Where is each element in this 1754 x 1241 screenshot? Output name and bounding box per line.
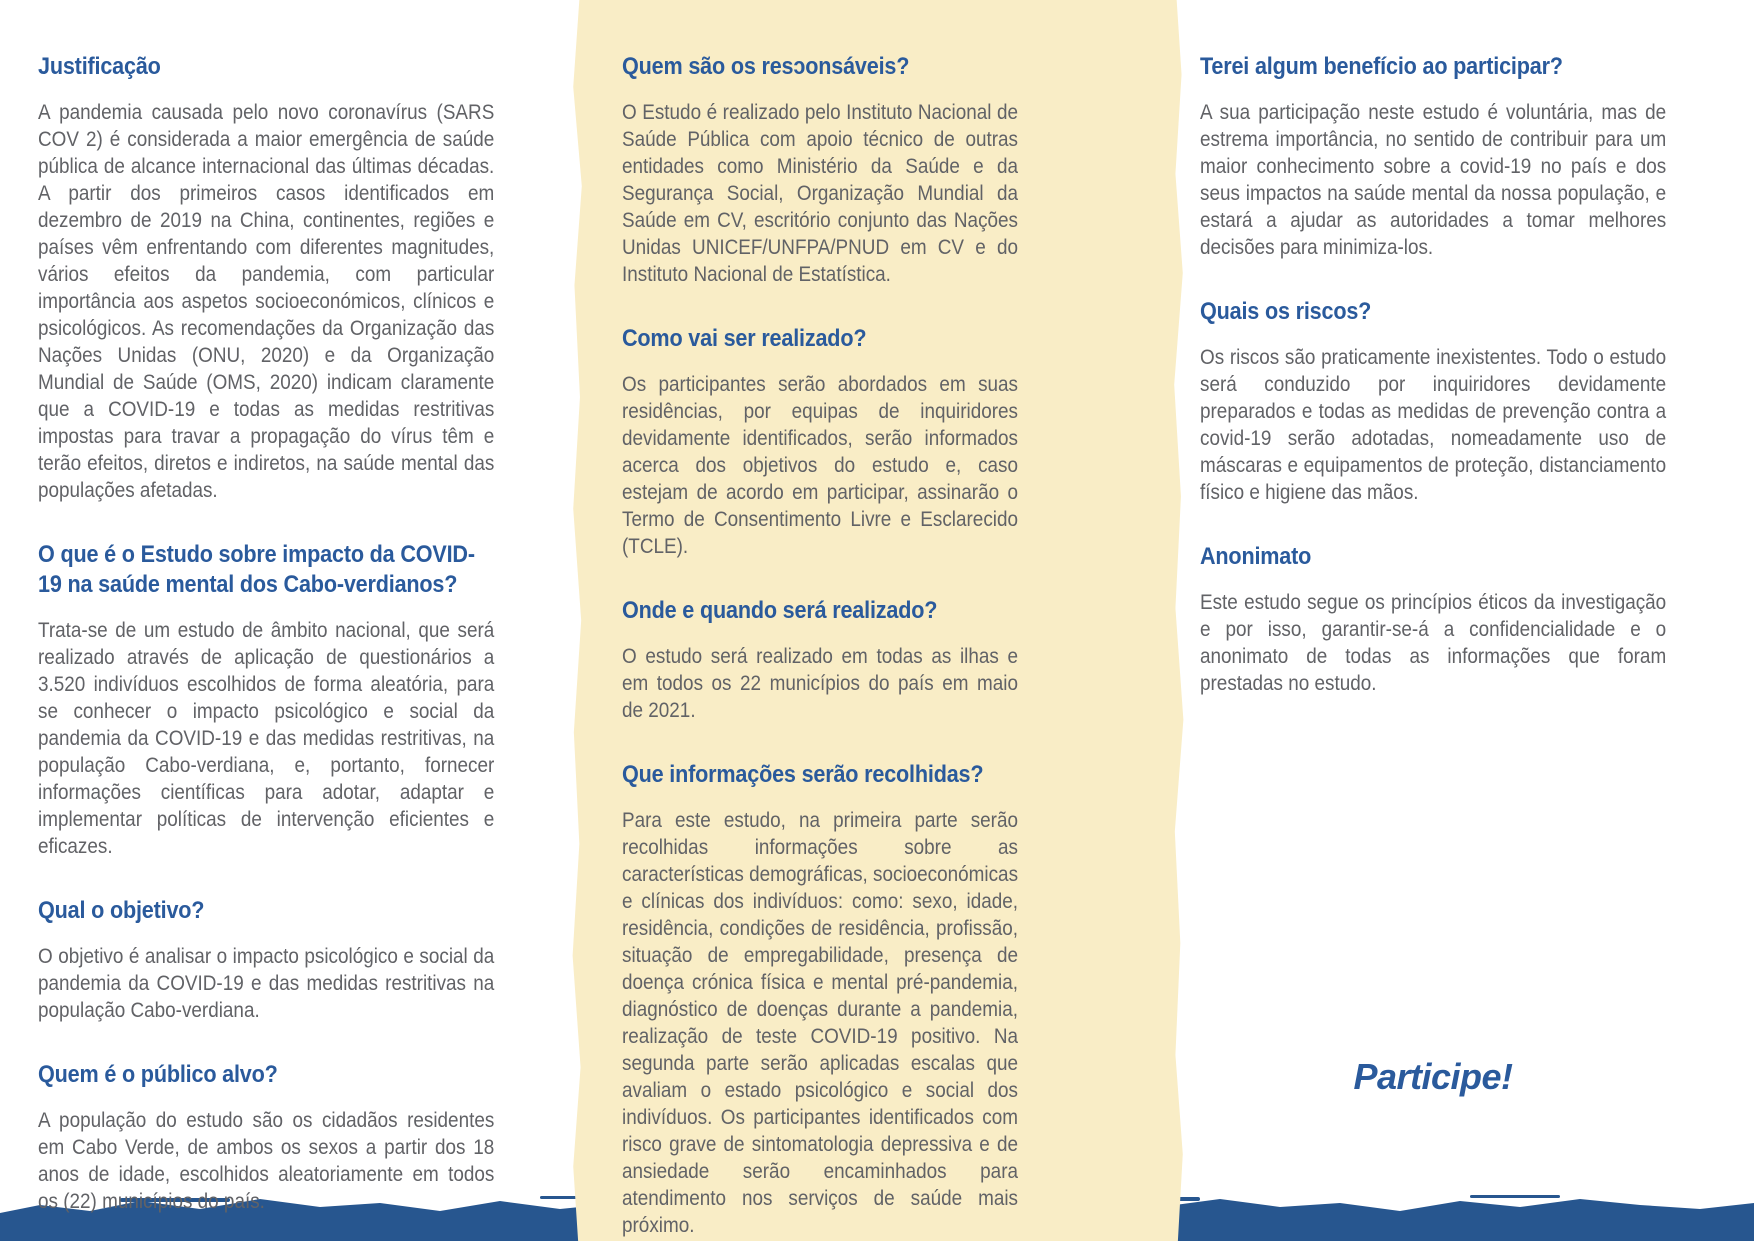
column-right xyxy=(1200,52,1666,697)
heading-que-informacoes-serao-recolhidas: Que informações serão recolhidas? xyxy=(622,761,984,788)
heading-justificacao: Justificação xyxy=(38,53,161,80)
column-center xyxy=(622,52,1018,1239)
heading-terei-algum-beneficio: Terei algum benefício ao participar? xyxy=(1200,53,1563,80)
heading-quem-e-o-publico-alvo: Quem é o público alvo? xyxy=(38,1061,278,1088)
participate-cta: Participe! xyxy=(1353,1056,1513,1097)
para-onde-e-quando-sera-realizado: O estudo será realizado em todas as ilhas e em todos os 22 municípios do país em maio de 2021. xyxy=(622,645,1018,722)
para-quem-e-o-publico-alvo: A população do estudo são os cidadãos residentes em Cabo Verde, de ambos os sexos a partir dos 18 anos de idade, escolhidos aleatoriamente em todos os (22) municípios do país. xyxy=(38,1109,495,1213)
para-que-informacoes-serao-recolhidas: Para este estudo, na primeira parte serão recolhidas informações sobre as características demográficas, socioeconómicas e clínicas dos indivíduos: como: sexo, idade, residência, condições de residência, profissão, situação de empregabilidade, presença de doença crónica física e mental pré-pandemia, diagnóstico de doenças durante a pandemia, realização de teste COVID-19 positivo. Na segunda parte serão aplicadas escalas que avaliam o estado psicológico e social dos indivíduos. Os participantes identificados com risco grave de sintomatologia depressiva e de ansiedade serão encaminhados para atendimento nos serviços de saúde mais próximo. xyxy=(622,809,1019,1237)
para-quais-os-riscos: Os riscos são praticamente inexistentes. Todo o estudo será conduzido por inquiridores devidamente preparados e todas as medidas de prevenção contra a covid-19 serão adotadas, nomeadamente uso de máscaras e equipamentos de proteção, distanciamento físico e higiene das mãos. xyxy=(1200,346,1667,504)
heading-onde-e-quando-sera-realizado: Onde e quando será realizado? xyxy=(622,597,938,624)
para-anonimato: Este estudo segue os princípios éticos da investigação e por isso, garantir-se-á a confidencialidade e o anonimato de todas as informações que foram prestadas no estudo. xyxy=(1200,591,1667,695)
heading-quem-sao-os-responsaveis: Quem são os resɔonsáveis? xyxy=(622,53,910,80)
para-qual-o-objetivo: O objetivo é analisar o impacto psicológico e social da pandemia da COVID-19 e das medidas restritivas na população Cabo-verdiana. xyxy=(38,945,495,1022)
heading-anonimato: Anonimato xyxy=(1200,543,1312,570)
column-left xyxy=(38,52,494,1215)
heading-quais-os-riscos: Quais os riscos? xyxy=(1200,298,1372,325)
para-como-vai-ser-realizado: Os participantes serão abordados em suas residências, por equipas de inquiridores devidamente identificados, serão informados acerca dos objetivos do estudo e, caso estejam de acordo em participar, assinarão o Termo de Consentimento Livre e Esclarecido (TCLE). xyxy=(622,373,1018,558)
para-quem-sao-os-responsaveis: O Estudo é realizado pelo Instituto Nacional de Saúde Pública com apoio técnico de outras entidades como Ministério da Saúde e da Segurança Social, Organização Mundial da Saúde em CV, escritório conjunto das Nações Unidas UNICEF/UNFPA/PNUD em CV e do Instituto Nacional de Estatística. xyxy=(622,101,1018,286)
heading-como-vai-ser-realizado: Como vai ser realizado? xyxy=(622,325,867,352)
para-justificacao: A pandemia causada pelo novo coronavírus (SARS COV 2) é considerada a maior emergência de saúde pública de alcance internacional das últimas décadas. A partir dos primeiros casos identificados em dezembro de 2019 na China, continentes, regiões e países vêm enfrentando com diferentes magnitudes, vários efeitos da pandemia, com particular importância aos aspetos socioeconómicos, clínicos e psicológicos. As recomendações da Organização das Nações Unidas (ONU, 2020) e da Organização Mundial de Saúde (OMS, 2020) indicam claramente que a COVID-19 e todas as medidas restritivas impostas para travar a propagação do vírus têm e terão efeitos, diretos e indiretos, na saúde mental das populações afetadas. xyxy=(38,101,495,502)
para-o-que-e-o-estudo: Trata-se de um estudo de âmbito nacional, que será realizado através de aplicação de questionários a 3.520 indivíduos escolhidos de forma aleatória, para se conhecer o impacto psicológico e social da pandemia da COVID-19 e das medidas restritivas, na população Cabo-verdiana, e, portanto, fornecer informações científicas para adotar, adaptar e implementar políticas de intervenção eficientes e eficazes. xyxy=(38,619,495,858)
heading-qual-o-objetivo: Qual o objetivo? xyxy=(38,897,205,924)
heading-o-que-e-o-estudo: O que é o Estudo sobre impacto da COVID-19 na saúde mental dos Cabo-verdianos? xyxy=(38,541,475,598)
para-terei-algum-beneficio: A sua participação neste estudo é voluntária, mas de estrema importância, no sentido de contribuir para um maior conhecimento sobre a covid-19 no país e dos seus impactos na saúde mental da nossa população, e estará a ajudar as autoridades a tomar melhores decisões para minimiza-los. xyxy=(1200,101,1667,259)
